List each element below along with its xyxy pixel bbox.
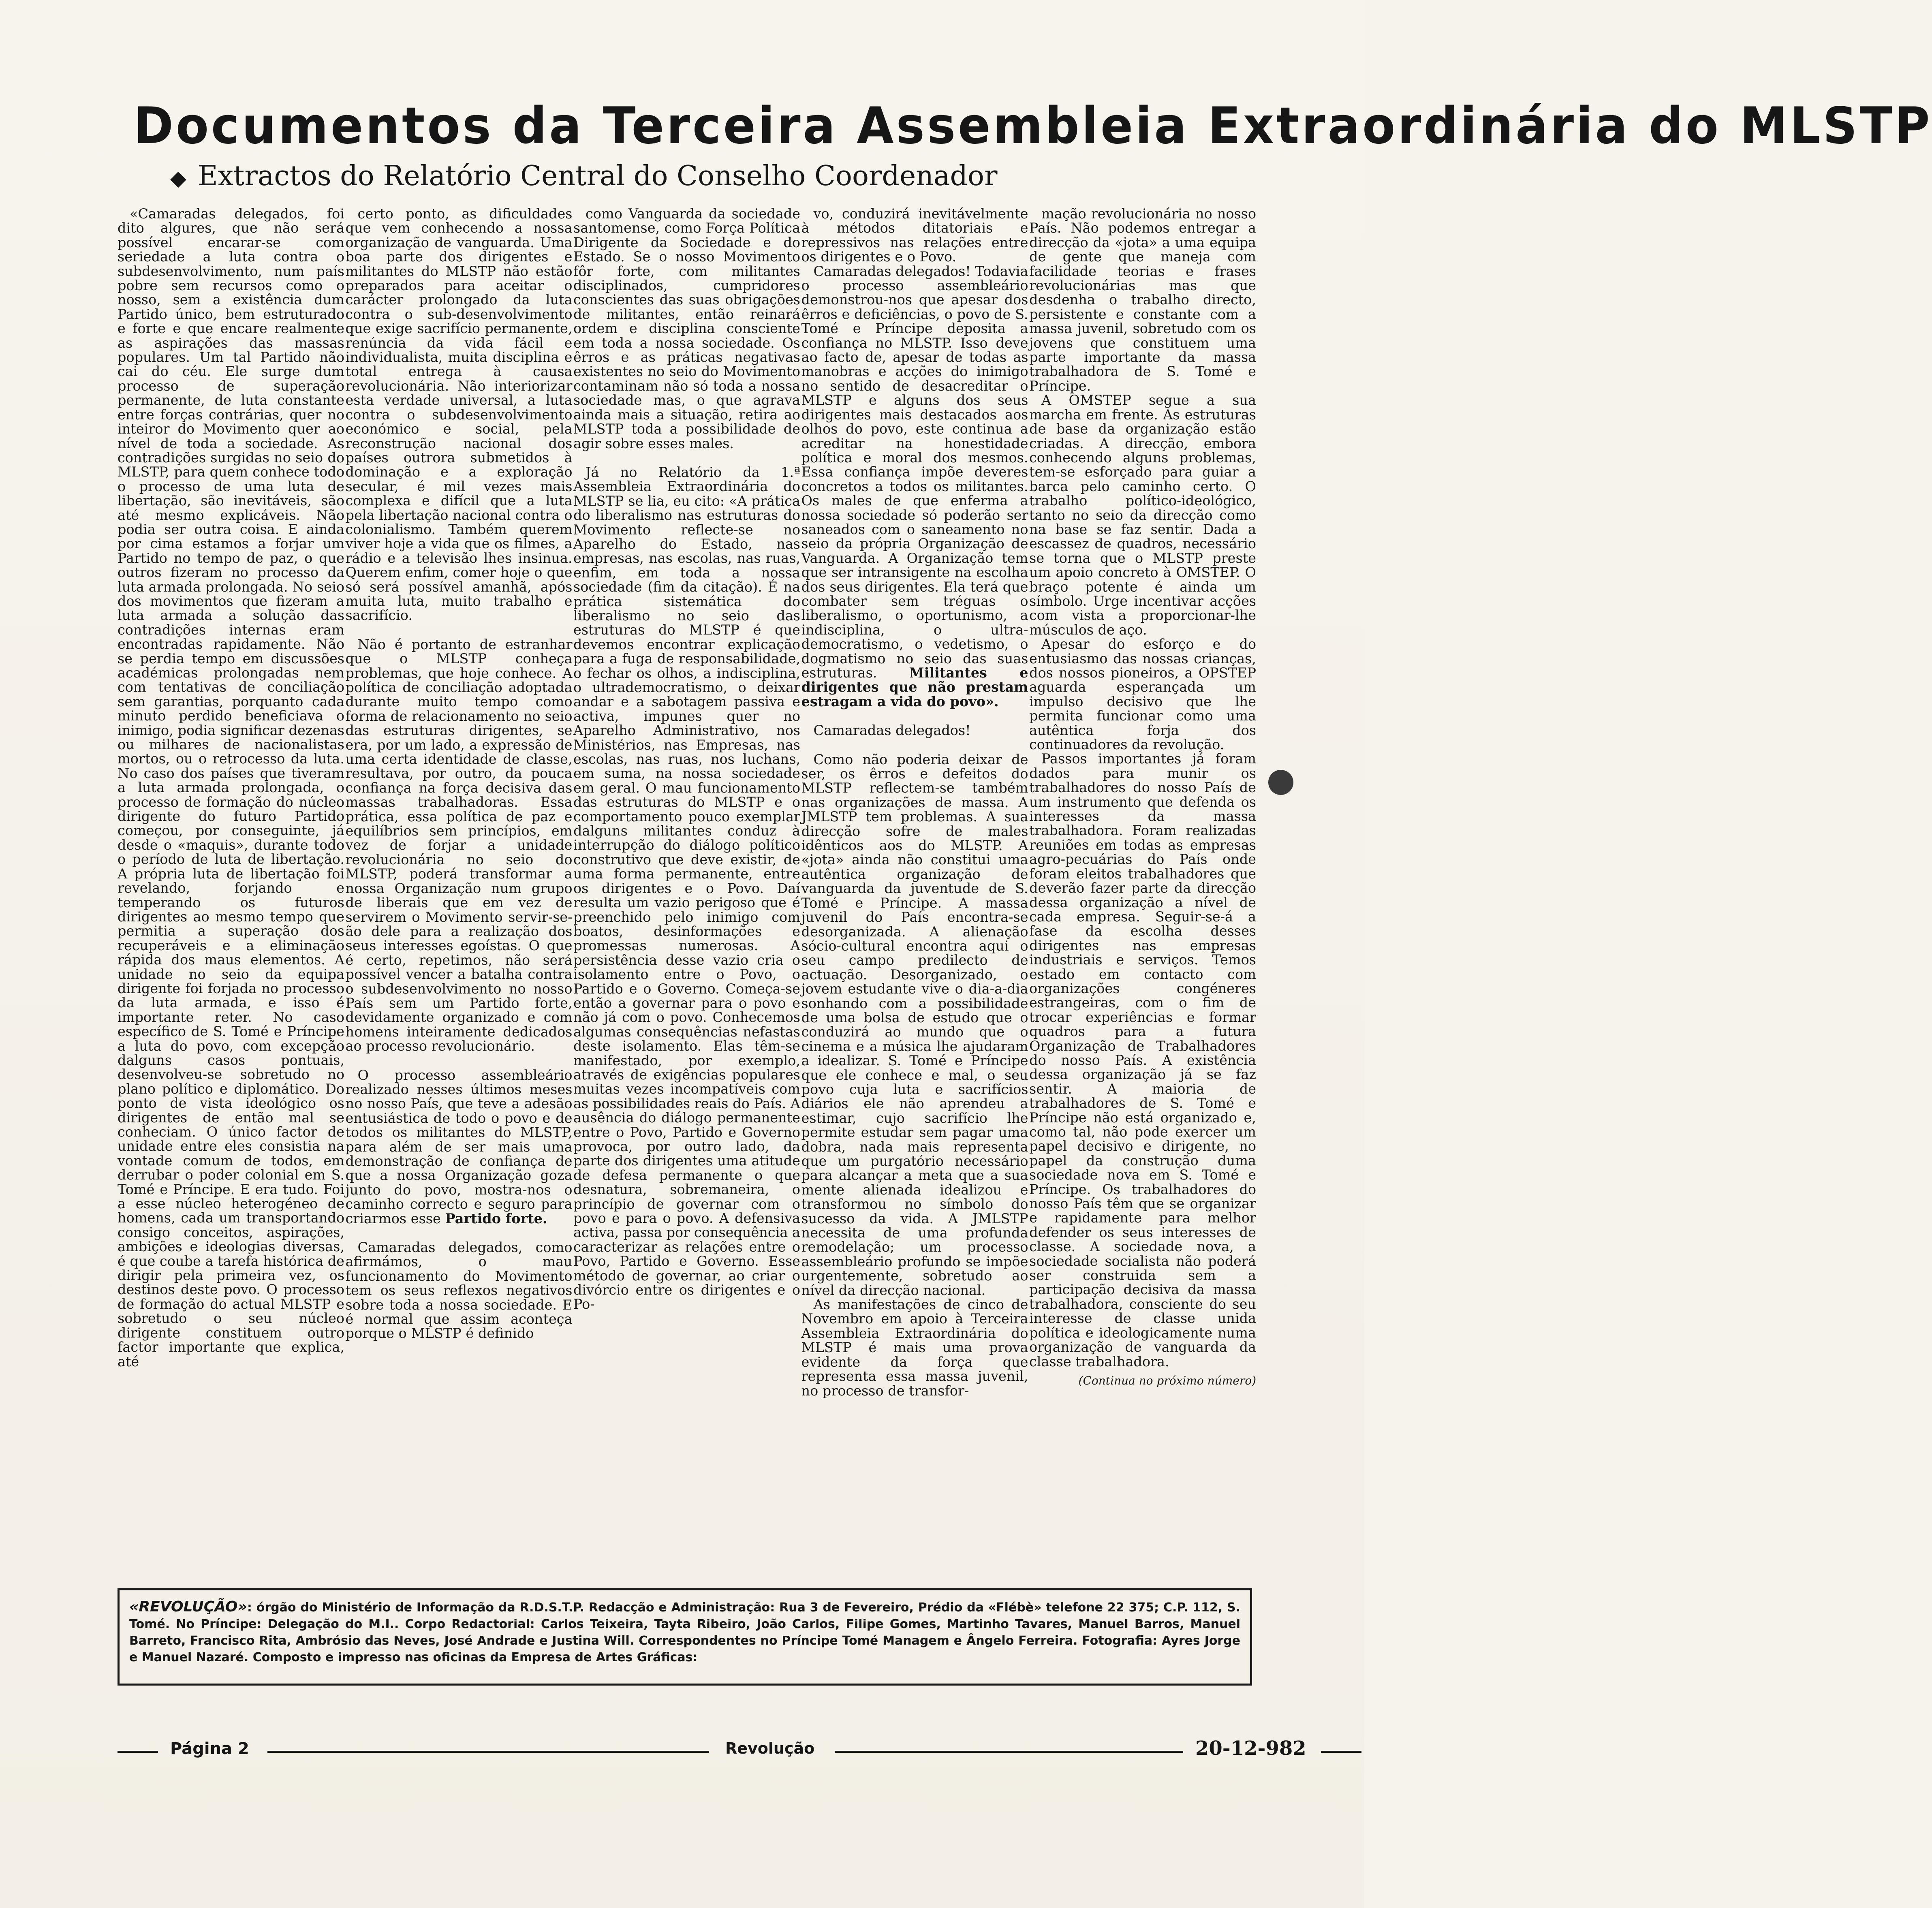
subtitle-text: Extractos do Relatório Central do Conselho Coordenador bbox=[198, 160, 998, 192]
paragraph: Apesar do esforço e do entusiasmo das nossas crianças, dos nossos pioneiros, a OPSTEP aguarda esperançada um impulso decisivo que lhe permita funcionar como uma autêntica forja dos continuadores da revolução. bbox=[1029, 636, 1256, 753]
paragraph: Não é portanto de estranhar que o MLSTP conheça problemas, que hoje conhece. A política de conciliação adoptada durante muito tempo como forma de relacionamento no seio das estruturas dirigentes, se era, por um lado, a expressão de uma certa identidade de classe, resultava, por outro, da pouca confiança na força decisiva das massas trabalhadoras. Essa prática, essa política de paz e equilíbrios sem princípios, em vez de forjar a unidade revolucionária no seio do MLSTP, poderá transformar a nossa Organização num grupo de liberais que em vez de servirem o Movimento servir-se-ão dele para a realização dos seus interesses egoístas. O que é certo, repetimos, não será possível vencer a batalha contra o subdesenvolvimento no nosso País sem um Partido forte, devidamente organizado e com homens inteiramente dedicados ao processo revolucionário. bbox=[345, 636, 573, 1054]
page-number: Página 2 bbox=[170, 1739, 249, 1758]
paragraph-with-bold bbox=[346, 1068, 573, 1226]
bold-phrase: Militantes e dirigentes que não prestam estragam a vida do povo». bbox=[801, 665, 1028, 709]
paragraph: Passos importantes já foram dados para munir os trabalhadores do nosso País de um instrumento que defenda os interesses da massa trabalhadora. Foram realizadas reuniões em todas as empresas agro-pecuárias do País onde foram eleitos trabalhadores que deverão fazer parte da direcção dessa organização a nível de cada empresa. Seguir-se-á a fase da escolha desses dirigentes nas empresas industriais e serviços. Temos estado em contacto com organizações congéneres estrangeiras, com o fim de trocar experiências e formar quadros para a futura Organização de Trabalhadores do nosso País. A existência dessa organização já se faz sentir. A maioria de trabalhadores de S. Tomé e Príncipe não está organizado e, como tal, não pode exercer um papel decisivo e dirigente, no papel da construção duma sociedade nova em S. Tomé e Príncipe. Os trabalhadores do nosso País têm que se organizar e rapidamente para melhor defender os seus interesses de classe. A sociedade nova, a sociedade socialista não poderá ser construida sem a participação decisiva da massa trabalhadora, consciente do seu interesse de classe unida política e ideologicamente numa organização de vanguarda da classe trabalhadora. bbox=[1029, 751, 1256, 1370]
publication-name: Revolução bbox=[725, 1739, 815, 1757]
bold-phrase: Partido forte. bbox=[445, 1210, 547, 1226]
subtitle bbox=[170, 154, 998, 199]
paragraph: Como não poderia deixar de ser, os êrros e defeitos do MLSTP reflectem-se também nas organizações de massa. A JMLSTP tem problemas. A sua direcção sofre de males idênticos aos do MLSTP. A «jota» ainda não constitui uma autêntica organização de vanguarda da juventude de S. Tomé e Príncipe. A massa juvenil do País encontra-se desorganizada. A alienação sócio-cultural encontra aqui o seu campo predilecto de actuação. Desorganizado, o jovem estudante vive o dia-a-dia sonhando com a possibilidade de uma bolsa de estudo que o conduzirá ao mundo que o cinema e a música lhe ajudaram a idealizar. S. Tomé e Príncipe que ele conhece e mal, o seu povo cuja luta e sacrifícios diários ele não aprendeu a estimar, cujo sacrifício lhe permite estudar sem pagar uma dobra, nada mais representa que um purgatório necessário para alcançar a meta que a sua mente alienada idealizou e transformou no símbolo do sucesso da vida. A JMLSTP necessita de uma profunda remodelação; um processo assembleário profundo se impõe urgentemente, sobretudo ao nível da direcção nacional. bbox=[801, 751, 1028, 1298]
continues-note: (Continua no próximo número) bbox=[1078, 1374, 1256, 1387]
page-footer bbox=[118, 1736, 1306, 1765]
footer-rule bbox=[118, 1751, 158, 1753]
footer-rule bbox=[1321, 1751, 1361, 1753]
paragraph: certo ponto, as dificuldades que vem conhecendo a nossa organização de vanguarda. Uma boa parte dos dirigentes e militantes do MLSTP não estão preparados para aceitar o carácter prolongado da luta contra o sub-desenvolvimento que exige sacrifício permanente, renúncia da vida fácil e individualista, muita disciplina e total entrega à causa revolucionária. Não interiorizar esta verdade universal, a luta contra o subdesenvolvimento económico e social, pela reconstrução nacional dos países outrora submetidos à dominação e a exploração secular, é mil vezes mais complexa e difícil que a luta pela libertação nacional contra o colonialismo. Também querem viver hoje a vida que os filmes, a rádio e a televisão lhes insinua. Querem enfim, comer hoje o que só será possível amanhã, após muita luta, muito trabalho e sacrifício. bbox=[345, 206, 573, 624]
paragraph: Camaradas delegados! bbox=[813, 722, 971, 739]
column-2 bbox=[346, 207, 573, 1584]
column-3 bbox=[573, 207, 800, 1584]
paragraph: como Vanguarda da sociedade santomense, como Força Política Dirigente da Sociedade e do Estado. Se o nosso Movimento fôr forte, com militantes disciplinados, cumpridores conscientes das suas obrigações de militantes, então reinará ordem e disciplina consciente em toda a nossa sociedade. Os êrros e as práticas negativas existentes no seio do Movimento contaminam não só toda a nossa sociedade mas, o que agrava ainda mais a situação, retira ao MLSTP toda a possibilidade de agir sobre esses males. bbox=[573, 206, 800, 451]
paragraph: Camaradas delegados, como afirmámos, o mau funcionamento do Movimento tem os seus reflexos negativos sobre toda a nossa sociedade. E é normal que assim aconteça porque o MLSTP é definido bbox=[345, 1239, 573, 1342]
paragraph: mação revolucionária no nosso País. Não podemos entregar a direcção da «jota» a uma equipa de gente que maneja com facilidade teorias e frases revolucionárias mas que desdenha o trabalho directo, persistente e constante com a massa juvenil, sobretudo com os jovens que constituem uma parte importante da massa trabalhadora de S. Tomé e Príncipe. bbox=[1029, 206, 1256, 394]
paragraph: vo, conduzirá inevitávelmente à métodos ditatoriais e repressivos nas relações entre os dirigentes e o Povo. bbox=[801, 206, 1028, 265]
paragraph-with-bold bbox=[801, 264, 1028, 709]
diamond-bullet-icon: ◆ bbox=[170, 166, 186, 190]
paragraph: Já no Relatório da 1.ª Assembleia Extraordinária do MLSTP se lia, eu cito: «A prática do liberalismo nas estruturas do Movimento reflecte-se no Aparelho do Estado, nas empresas, nas escolas, nas ruas, enfim, em toda a nossa sociedade (fim da citação). É na prática sistemática do liberalismo no seio das estruturas do MLSTP é que devemos encontrar explicação para a fuga de responsabilidade, o fechar os olhos, a indisciplina, o ultrademocratismo, o deixar andar e a sabotagem passiva e activa, impunes quer no Aparelho Administrativo, nos Ministérios, nas Empresas, nas escolas, nas ruas, nos luchans, em suma, na nossa sociedade em geral. O mau funcionamento das estruturas do MLSTP e o comportamento pouco exemplar dalguns militantes conduz à interrupção do diálogo político construtivo que deve existir, de uma forma permanente, entre os dirigentes e o Povo. Daí resulta um vazio perigoso que é preenchido pelo inimigo com boatos, desinformações e promessas numerosas. A persistência desse vazio cria o isolamento entre o Povo, o Partido e o Governo. Começa-se então a governar para o povo e não já com o povo. Conhecemos algumas consequências nefastas deste isolamento. Elas têm-se manifestado, por exemplo, através de exigências populares muitas vezes incompatíveis com as possibilidades reais do País. A ausência do diálogo permanente entre o Povo, Partido e Governo provoca, por outro lado, da parte dos dirigentes uma atitude de defesa permanente o que desnatura, sobremaneira, o princípio de governar com o povo e para o povo. A defensiva activa, passa por consequência a caracterizar as relações entre o Povo, Partido e Governo. Esse método de governar, ao criar o divórcio entre os dirigentes e o Po- bbox=[573, 464, 800, 1312]
masthead-text: : órgão do Ministério de Informação da R.D.S.T.P. Redacção e Administração: Rua 3 de Fevereiro, Prédio da «Flébè» telefone 22 375; C.P. 112, S. Tomé. No Príncipe: Delegação do M.I.. Corpo Redactorial: Carlos Teixeira, Tayta Ribeiro, João Carlos, Filipe Gomes, Martinho Tavares, Manuel Barros, Manuel Barreto, Francisco Rita, Ambrósio das Neves, José Andrade e Justina Will. Correspondentes no Príncipe Tomé Managem e Ângelo Ferreira. Fotografia: Ayres Jorge e Manuel Nazaré. Composto e impresso nas oficinas da Empresa de Artes Gráficas: bbox=[129, 1600, 1240, 1664]
page-headline: Documentos da Terceira Assembleia Extraordinária do MLSTP bbox=[134, 96, 1932, 155]
paragraph: As manifestações de cinco de Novembro em apoio à Terceira Assembleia Extraordinária do MLSTP é mais uma prova evidente da força que representa essa massa juvenil, no processo de transfor- bbox=[801, 1297, 1028, 1399]
paragraph: «Camaradas delegados, foi dito algures, que não será possível encarar-se com seriedade a luta contra o subdesenvolvimento, num país pobre sem recursos como o nosso, sem a existência dum Partido único, bem estruturado e forte e que encare realmente as aspirações das massas populares. Um tal Partido não cai do céu. Ele surge dum processo de superação permanente, de luta constante entre forças contrárias, quer no inteiror do Movimento quer ao nível de toda a sociedade. As contradições surgidas no seio do MLSTP, para quem conhece todo o processo de uma luta de libertação, são inevitáveis, são até mesmo explicáveis. Não podia ser outra coisa. E ainda por cima estamos a forjar um Partido no tempo de paz, o que outros fizeram no processo da luta armada prolongada. No seio dos movimentos que fizeram a luta armada a solução das contradições internas eram encontradas rapidamente. Não se perdia tempo em discussões académicas prolongadas nem com tentativas de conciliação sem garantias, porquanto cada minuto perdido beneficiava o inimigo, podia significar dezenas ou milhares de nacionalistas mortos, ou o retrocesso da luta. No caso dos países que tiveram a luta armada prolongada, o processo de formação do núcleo dirigente do futuro Partido começou, por conseguinte, já desde o «maquis», durante todo o período de luta de libertação. A própria luta de libertação foi revelando, forjando e temperando os futuros dirigentes ao mesmo tempo que permitia a superação dos recuperáveis e a eliminação rápida dos maus elementos. A unidade no seio da equipa dirigente foi forjada no processo da luta armada, e isso é importante reter. No caso específico de S. Tomé e Príncipe a luta do povo, com excepção dalguns casos pontuais, desenvolveu-se sobretudo no plano político e diplomático. Do ponto de vista ideológico os dirigentes de então mal se conheciam. O único factor de unidade entre eles consistia na vontade comum de todos, em derrubar o poder colonial em S. Tomé e Príncipe. E era tudo. Foi a esse núcleo heterogéneo de homens, cada um transportando consigo conceitos, aspirações, ambições e ideologias diversas, é que coube a tarefa histórica de dirigir pela primeira vez, os destinos deste povo. O processo de formação do actual MLSTP e sobretudo o seu núcleo dirigente constituem outro factor importante que explica, até bbox=[118, 206, 344, 1370]
column-5 bbox=[1029, 207, 1256, 1584]
column-1 bbox=[118, 207, 344, 1584]
paragraph: A OMSTEP segue a sua marcha em frente. As estruturas de base da organização estão criadas. A direcção, embora conhecendo alguns problemas, tem-se esforçado para guiar a barca pelo caminho certo. O trabalho político-ideológico, tanto no seio da direcção como na base se faz sentir. Dada a escassez de quadros, necessário se torna que o MLSTP preste um apoio concreto à OMSTEP. O braço potente é ainda um símbolo. Urge incentivar acções com vista a proporcionar-lhe músculos de aço. bbox=[1029, 392, 1256, 638]
masthead-box bbox=[118, 1588, 1252, 1686]
footer-rule bbox=[267, 1751, 709, 1753]
masthead-brand: «REVOLUÇÃO» bbox=[129, 1598, 247, 1615]
issue-date: 20-12-982 bbox=[1195, 1737, 1306, 1760]
punch-hole bbox=[1268, 770, 1293, 795]
article-columns bbox=[118, 207, 1256, 1584]
paragraph-text: O processo assembleário realizado nesses últimos meses no nosso País, que teve a adesão entusiástica de todo o povo e de todos os militantes do MLSTP, para além de ser mais uma demonstração de confiança de que a nossa Organização goza junto do povo, mostra-nos o caminho correcto e seguro para criarmos esse bbox=[345, 1067, 573, 1226]
column-4 bbox=[801, 207, 1028, 1584]
footer-rule bbox=[835, 1751, 1183, 1753]
paragraph-text: Camaradas delegados! Todavia o processo assembleário demonstrou-nos que apesar dos êrros e deficiências, o povo de S. Tomé e Príncipe deposita a confiança no MLSTP. Isso deve ao facto de, apesar de todas as manobras e acções do inimigo no sentido de desacreditar o MLSTP e alguns dos seus dirigentes mais destacados aos olhos do povo, este continua a acreditar na honestidade política e moral dos mesmos. Essa confiança impõe deveres concretos a todos os militantes. Os males de que enferma a nossa sociedade só poderão ser saneados com o saneamento no seio da própria Organização de Vanguarda. A Organização tem que ser intransigente na escolha dos seus dirigentes. Ela terá que combater sem tréguas o liberalismo, o oportunismo, a indisciplina, o ultra-democratismo, o vedetismo, o dogmatismo no seio das suas estruturas. bbox=[801, 263, 1028, 681]
